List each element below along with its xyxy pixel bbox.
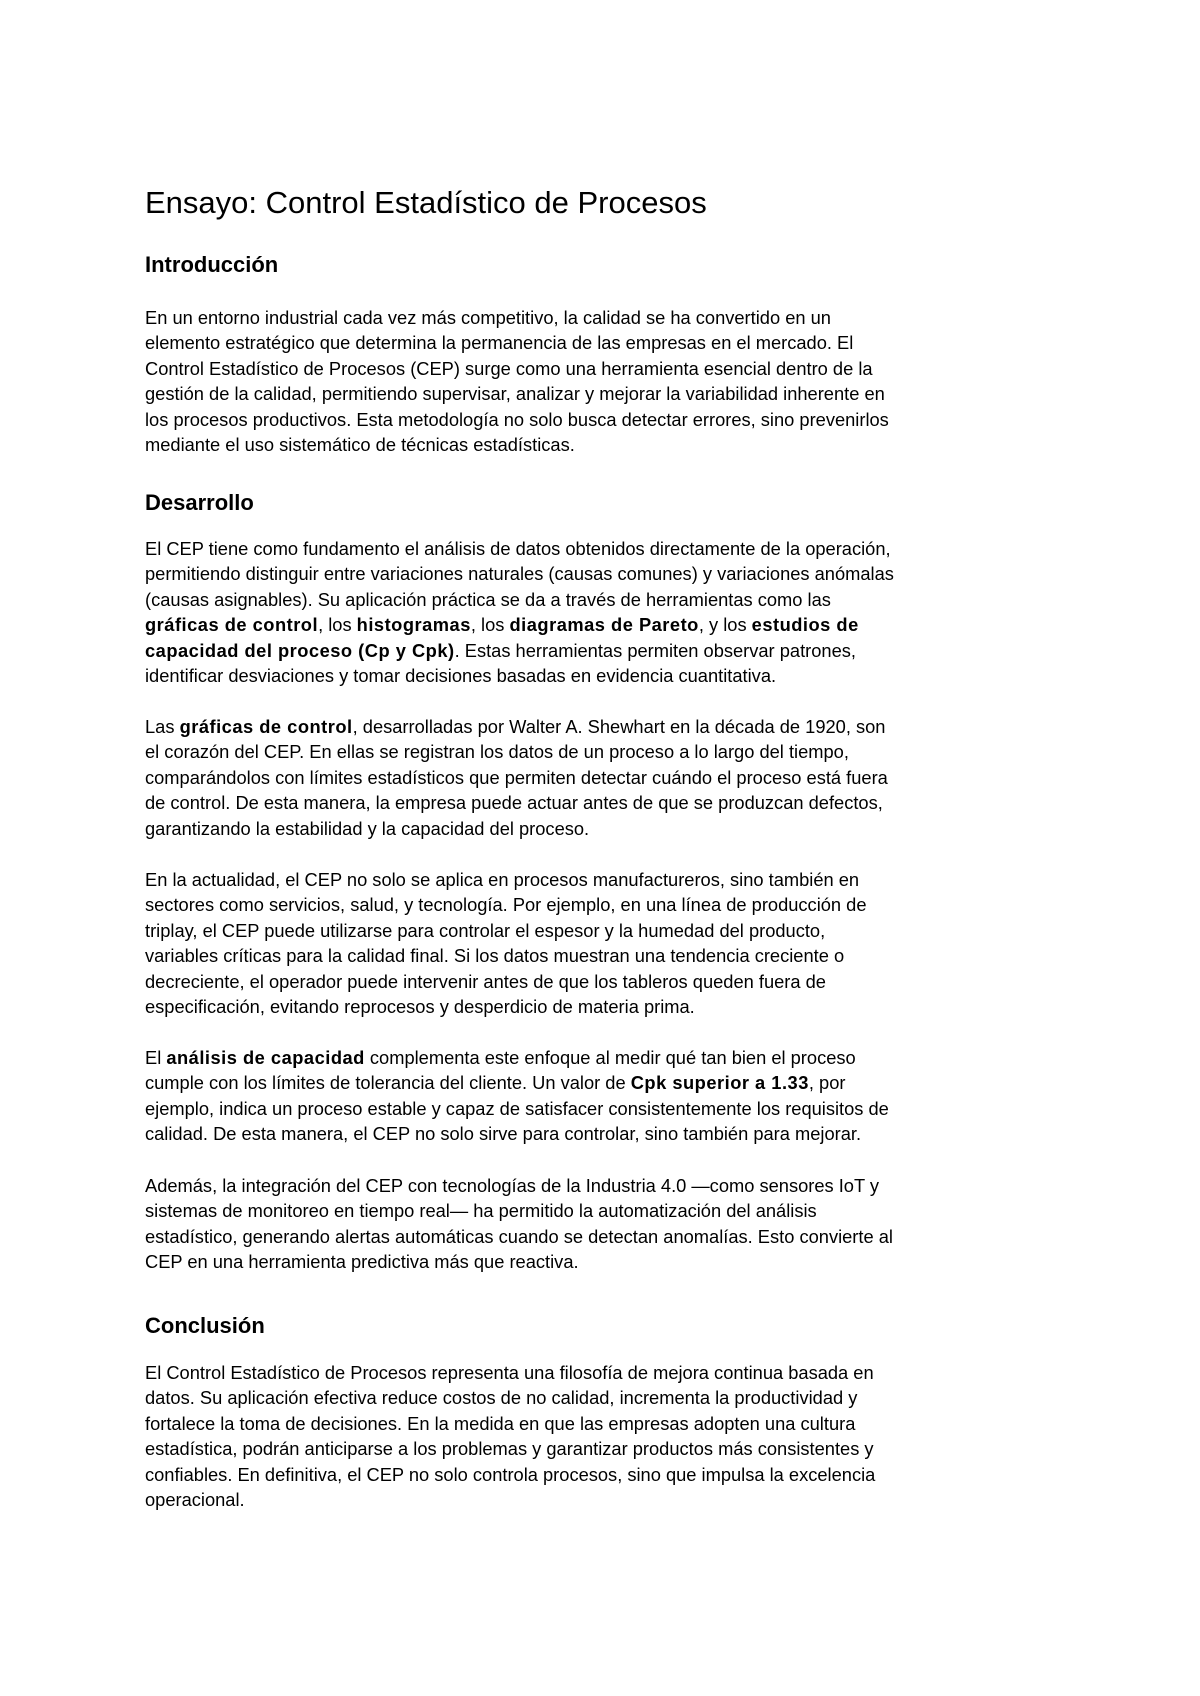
- bold-term: gráficas de control: [179, 716, 353, 737]
- text-run: estadístico, generando alertas automáticas cuando se detectan anomalías. Esto convierte al: [145, 1225, 893, 1247]
- text-line: [145, 969, 867, 994]
- text-line: [145, 918, 867, 943]
- text-run: confiables. En definitiva, el CEP no solo controla procesos, sino que impulsa la excelencia: [145, 1463, 876, 1485]
- text-run: calidad. De esta manera, el CEP no solo sirve para controlar, sino también para mejorar.: [145, 1123, 862, 1145]
- text-run: sistemas de monitoreo en tiempo real— ha permitido la automatización del análisis: [145, 1200, 817, 1222]
- text-run: elemento estratégico que determina la permanencia de las empresas en el mercado. El: [145, 332, 854, 354]
- text-run: de control. De esta manera, la empresa puede actuar antes de que se produzcan defectos,: [145, 792, 883, 814]
- text-run: , por: [808, 1072, 846, 1094]
- bold-term: capacidad del proceso (Cp y Cpk): [145, 639, 455, 661]
- text-run: el corazón del CEP. En ellas se registran los datos de un proceso a lo largo del tiempo,: [145, 741, 849, 763]
- text-run: decreciente, el operador puede intervenir antes de que los tableros queden fuera de: [145, 970, 826, 992]
- text-line: [145, 330, 889, 355]
- text-run: En la actualidad, el CEP no solo se aplica en procesos manufactureros, sino también en: [145, 869, 860, 890]
- bold-term: análisis de capacidad: [166, 1047, 365, 1068]
- text-run: , los: [470, 614, 510, 636]
- text-line: [145, 561, 894, 586]
- text-line: [145, 1224, 893, 1249]
- text-line: [145, 1070, 889, 1095]
- text-line: [145, 587, 894, 612]
- paragraph-desarrollo-3: [145, 867, 867, 1019]
- text-run: (causas asignables). Su aplicación práctica se da a través de herramientas como las: [145, 588, 831, 610]
- text-run: especificación, evitando reprocesos y desperdicio de materia prima.: [145, 996, 695, 1018]
- text-line: [145, 943, 867, 968]
- text-line: [145, 356, 889, 381]
- text-line: [145, 765, 888, 790]
- text-run: sectores como servicios, salud, y tecnología. Por ejemplo, en una línea de producción de: [145, 894, 867, 916]
- text-line: [145, 790, 888, 815]
- text-line: [145, 1360, 875, 1385]
- paragraph-desarrollo-1: [145, 536, 894, 688]
- text-line: [145, 1045, 889, 1070]
- text-run: identificar desviaciones y tomar decisiones basadas en evidencia cuantitativa.: [145, 665, 777, 687]
- text-line: [145, 1436, 875, 1461]
- text-line: [145, 536, 894, 561]
- text-run: Control Estadístico de Procesos (CEP) surge como una herramienta esencial dentro de la: [145, 357, 873, 379]
- bold-term: estudios de: [751, 614, 859, 636]
- text-run: . Estas herramientas permiten observar patrones,: [454, 639, 856, 661]
- text-run: fortalece la toma de decisiones. En la medida en que las empresas adopten una cultura: [145, 1412, 856, 1434]
- text-run: variables críticas para la calidad final. Si los datos muestran una tendencia creciente o: [145, 945, 845, 967]
- text-line: [145, 892, 867, 917]
- text-run: complementa este enfoque al medir qué tan bien el proceso: [364, 1047, 856, 1068]
- text-line: [145, 381, 889, 406]
- bold-term: diagramas de Pareto: [509, 614, 699, 636]
- text-run: El Control Estadístico de Procesos representa una filosofía de mejora continua basada en: [145, 1362, 874, 1383]
- text-line: [145, 663, 894, 688]
- text-run: los procesos productivos. Esta metodología no solo busca detectar errores, sino prevenirlos: [145, 408, 889, 430]
- text-line: [145, 1121, 889, 1146]
- text-run: estadística, podrán anticiparse a los problemas y garantizar productos más consistentes y: [145, 1438, 874, 1460]
- text-run: operacional.: [145, 1489, 245, 1511]
- text-run: , y los: [698, 614, 752, 636]
- text-line: [145, 1487, 875, 1512]
- text-run: triplay, el CEP puede utilizarse para controlar el espesor y la humedad del producto,: [145, 919, 826, 941]
- text-line: [145, 305, 889, 330]
- text-run: Además, la integración del CEP con tecnologías de la Industria 4.0 —como sensores IoT y: [145, 1175, 880, 1196]
- text-line: [145, 714, 888, 739]
- text-run: gestión de la calidad, permitiendo supervisar, analizar y mejorar la variabilidad inherente en: [145, 383, 885, 405]
- text-run: mediante el uso sistemático de técnicas estadísticas.: [145, 434, 575, 456]
- bold-term: gráficas de control: [145, 614, 319, 636]
- text-line: [145, 1096, 889, 1121]
- text-run: cumple con los límites de tolerancia del cliente. Un valor de: [145, 1072, 631, 1094]
- paragraph-desarrollo-2: [145, 714, 888, 841]
- text-run: El: [145, 1047, 167, 1068]
- text-run: El CEP tiene como fundamento el análisis de datos obtenidos directamente de la operación,: [145, 538, 891, 559]
- text-line: [145, 1173, 893, 1198]
- heading-conclusion: Conclusión: [145, 1313, 265, 1338]
- text-line: [145, 994, 867, 1019]
- text-run: CEP en una herramienta predictiva más que reactiva.: [145, 1251, 579, 1273]
- text-run: permitiendo distinguir entre variaciones naturales (causas comunes) y variaciones anómalas: [145, 563, 894, 585]
- text-run: ejemplo, indica un proceso estable y capaz de satisfacer consistentemente los requisitos de: [145, 1097, 889, 1119]
- text-line: [145, 1249, 893, 1274]
- heading-introduccion: Introducción: [145, 252, 279, 277]
- text-line: [145, 1462, 875, 1487]
- bold-term: Cpk superior a 1.33: [630, 1072, 809, 1094]
- paragraph-intro: [145, 305, 889, 457]
- text-run: garantizando la estabilidad y la capacidad del proceso.: [145, 817, 590, 839]
- paragraph-desarrollo-5: [145, 1173, 893, 1275]
- text-line: [145, 1198, 893, 1223]
- text-line: [145, 612, 894, 637]
- text-line: [145, 739, 888, 764]
- text-run: , desarrolladas por Walter A. Shewhart en la década de 1920, son: [352, 716, 886, 737]
- text-line: [145, 1385, 875, 1410]
- text-run: Las: [145, 716, 180, 737]
- heading-desarrollo: Desarrollo: [145, 490, 254, 515]
- text-run: datos. Su aplicación efectiva reduce costos de no calidad, incrementa la productividad y: [145, 1387, 858, 1409]
- text-line: [145, 1411, 875, 1436]
- document-title: Ensayo: Control Estadístico de Procesos: [145, 185, 707, 220]
- text-run: En un entorno industrial cada vez más competitivo, la calidad se ha convertido en un: [145, 307, 831, 328]
- text-line: [145, 867, 867, 892]
- text-run: comparándolos con límites estadísticos que permiten detectar cuándo el proceso está fuera: [145, 766, 888, 788]
- text-line: [145, 432, 889, 457]
- text-run: , los: [318, 614, 357, 636]
- text-line: [145, 407, 889, 432]
- text-line: [145, 816, 888, 841]
- paragraph-desarrollo-4: [145, 1045, 889, 1147]
- paragraph-conclusion: [145, 1360, 875, 1512]
- bold-term: histogramas: [356, 614, 471, 636]
- text-line: [145, 638, 894, 663]
